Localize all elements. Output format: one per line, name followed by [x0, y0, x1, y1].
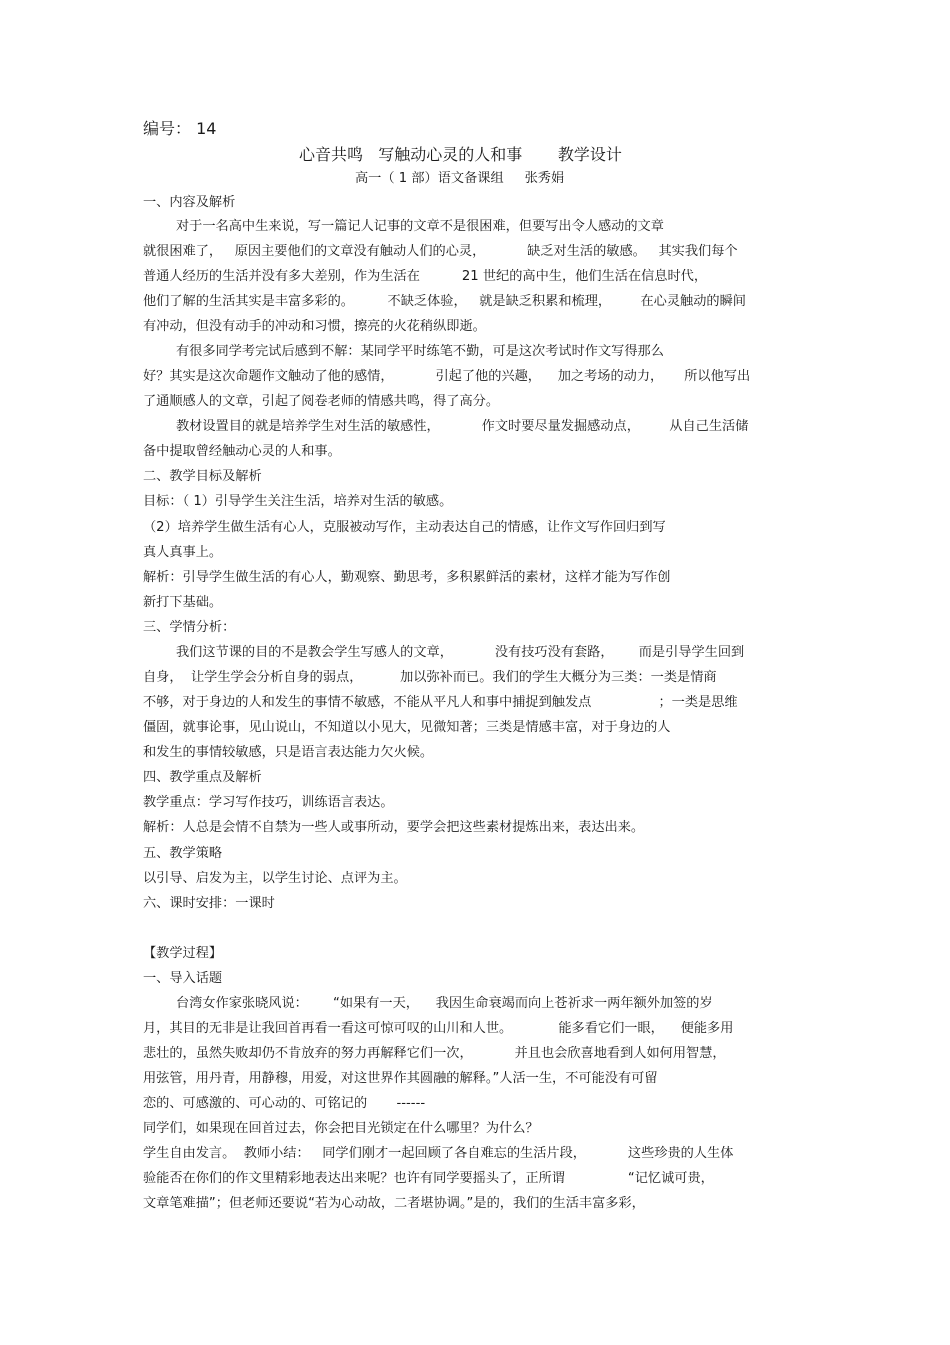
paragraph-line: 我们这节课的目的不是教会学生写感人的文章， 没有技巧没有套路， 而是引导学生回到	[176, 645, 745, 660]
paragraph-line: 普通人经历的生活并没有多大差别，作为生活在 21 世纪的高中生，他们生活在信息时代，	[143, 269, 708, 284]
paragraph-line: 以引导、启发为主，以学生讨论、点评为主。	[143, 871, 407, 886]
paragraph-line: （2）培养学生做生活有心人，克服被动写作，主动表达自己的情感，让作文写作回归到写	[143, 520, 666, 535]
paragraph-line: 新打下基础。	[143, 595, 223, 610]
section-heading: 一、内容及解析	[143, 195, 236, 210]
paragraph-line: 好？其实是这次命题作文触动了他的感情， 引起了他的兴趣， 加之考场的动力， 所以他写出	[143, 369, 751, 384]
paragraph-line: 台湾女作家张晓风说： “如果有一天， 我因生命衰竭而向上苍祈求一两年额外加签的岁	[176, 996, 713, 1011]
section-heading: 五、教学策略	[143, 846, 223, 861]
section-heading: 四、教学重点及解析	[143, 770, 262, 785]
paragraph-line: 解析：引导学生做生活的有心人，勤观察、勤思考，多积累鲜活的素材，这样才能为写作创	[143, 570, 671, 585]
document-subtitle: 高一（ 1 部）语文备课组 张秀娟	[355, 171, 565, 186]
paragraph-line: 有冲动，但没有动手的冲动和习惯，擦亮的火花稍纵即逝。	[143, 319, 486, 334]
paragraph-line: 月，其目的无非是让我回首再看一看这可惊可叹的山川和人世。 能多看它们一眼， 便能多用	[143, 1021, 734, 1036]
paragraph-line: 解析：人总是会情不自禁为一些人或事所动，要学会把这些素材提炼出来，表达出来。	[143, 820, 645, 835]
paragraph-line: 他们了解的生活其实是丰富多彩的。 不缺乏体验， 就是缺乏积累和梳理， 在心灵触动的瞬间	[143, 294, 746, 309]
paragraph-line: 僵固，就事论事，见山说山，不知道以小见大，见微知著；三类是情感丰富，对于身边的人	[143, 720, 671, 735]
paragraph-line: 对于一名高中生来说，写一篇记人记事的文章不是很困难，但要写出令人感动的文章	[176, 219, 664, 234]
paragraph-line: 教材设置目的就是培养学生对生活的敏感性， 作文时要尽量发掘感动点， 从自己生活储	[176, 419, 749, 434]
paragraph-line: 备中提取曾经触动心灵的人和事。	[143, 444, 341, 459]
paragraph-line: 不够，对于身边的人和发生的事情不敏感，不能从平凡人和事中捕捉到触发点 ；一类是思维	[143, 695, 738, 710]
paragraph-line: 了通顺感人的文章，引起了阅卷老师的情感共鸣，得了高分。	[143, 394, 500, 409]
paragraph-line: 有很多同学考完试后感到不解：某同学平时练笔不勤，可是这次考试时作文写得那么	[176, 344, 664, 359]
paragraph-line: 悲壮的，虽然失败却仍不肯放弃的努力再解释它们一次， 并且也会欣喜地看到人如何用智慧，	[143, 1046, 726, 1061]
paragraph-line: 目标：（ 1）引导学生关注生活，培养对生活的敏感。	[143, 494, 453, 509]
section-heading: 六、课时安排：一课时	[143, 896, 275, 911]
serial-number: 编号： 14	[143, 119, 217, 138]
paragraph-line: 学生自由发言。 教师小结： 同学们刚才一起回顾了各自难忘的生活片段， 这些珍贵的人生体	[143, 1146, 734, 1161]
paragraph-line: 验能否在你们的作文里精彩地表达出来呢？也许有同学要摇头了，正所谓 “记忆诚可贵，	[143, 1171, 714, 1186]
paragraph-line: 和发生的事情较敏感，只是语言表达能力欠火候。	[143, 745, 434, 760]
paragraph-line: 教学重点：学习写作技巧，训练语言表达。	[143, 795, 394, 810]
teaching-process-heading: 【教学过程】	[143, 946, 223, 961]
paragraph-line: 就很困难了， 原因主要他们的文章没有触动人们的心灵， 缺乏对生活的敏感。 其实我们每个	[143, 244, 738, 259]
section-heading: 一、导入话题	[143, 971, 223, 986]
paragraph-line: 自身， 让学生学会分析自身的弱点， 加以弥补而已。我们的学生大概分为三类：一类是情商	[143, 670, 717, 685]
paragraph-line: 恋的、可感激的、可心动的、可铭记的 ------	[143, 1096, 426, 1111]
paragraph-line: 真人真事上。	[143, 545, 223, 560]
section-heading: 三、学情分析：	[143, 620, 236, 635]
paragraph-line: 用弦管，用丹青，用静穆，用爱，对这世界作其圆融的解释。”人活一生，不可能没有可留	[143, 1071, 658, 1086]
paragraph-line: 文章笔难描”；但老师还要说“若为心动故，二者堪协调。”是的，我们的生活丰富多彩，	[143, 1196, 645, 1211]
document-title: 心音共鸣 写触动心灵的人和事 教学设计	[299, 145, 622, 164]
paragraph-line: 同学们，如果现在回首过去，你会把目光锁定在什么哪里？为什么？	[143, 1121, 539, 1136]
section-heading: 二、教学目标及解析	[143, 469, 262, 484]
